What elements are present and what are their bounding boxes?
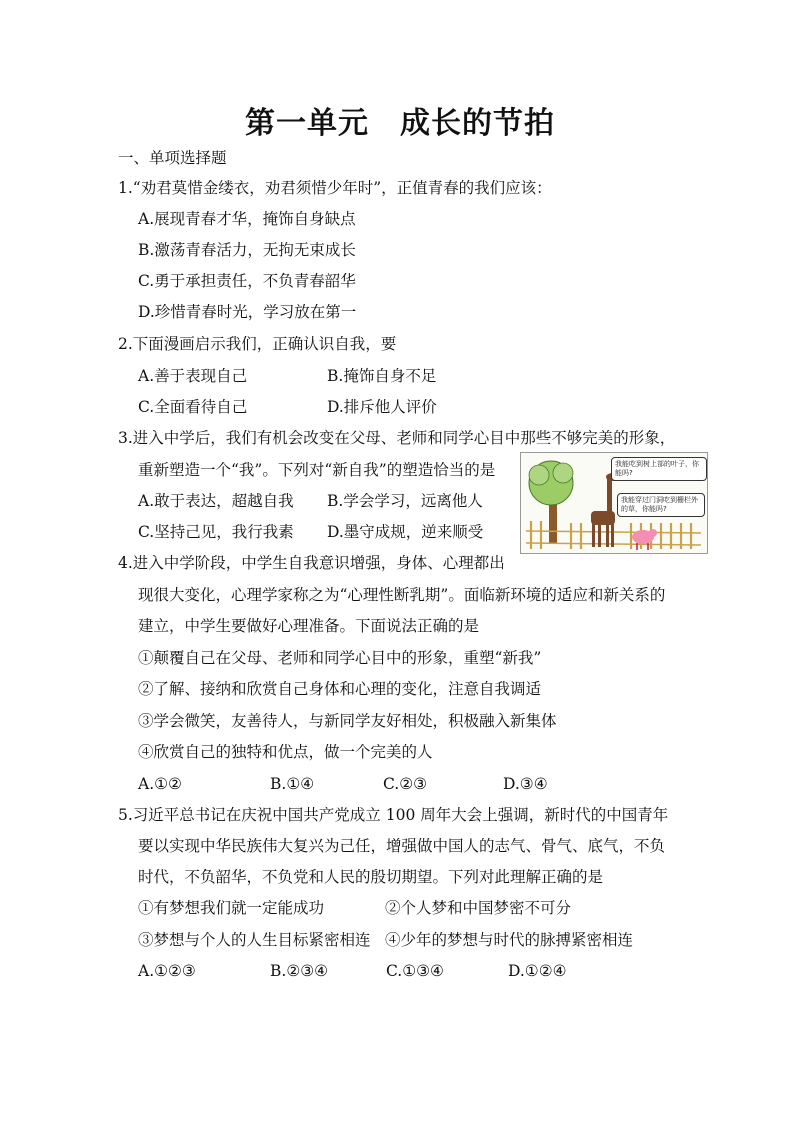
comic-bubble-sheep: 我能穿过门洞吃到栅栏外的草，你能吗? <box>617 493 705 517</box>
question-5-item-4: ④少年的梦想与时代的脉搏紧密相连 <box>385 931 634 949</box>
question-5-option-a: A.①②③ <box>138 962 196 980</box>
question-3-stem-line2: 重新塑造一个“我”。下列对“新自我”的塑造恰当的是 <box>138 461 496 479</box>
question-3-option-b: B.学会学习，远离他人 <box>327 492 483 510</box>
question-1-option-a: A.展现青春才华，掩饰自身缺点 <box>138 210 356 228</box>
question-5-option-d: D.①②④ <box>508 962 567 980</box>
question-5-item-2: ②个人梦和中国梦密不可分 <box>385 899 572 917</box>
question-4-item-1: ①颠覆自己在父母、老师和同学心目中的形象，重塑“新我” <box>138 649 542 667</box>
section-heading: 一、单项选择题 <box>118 149 227 167</box>
question-2-option-a: A.善于表现自己 <box>138 367 248 385</box>
question-5-option-b: B.②③④ <box>270 962 329 980</box>
question-4-option-d: D.③④ <box>503 775 548 793</box>
question-5-stem-line2: 要以实现中华民族伟大复兴为己任，增强做中国人的志气、骨气、底气，不负 <box>138 837 666 855</box>
question-2-option-c: C.全面看待自己 <box>138 398 248 416</box>
question-2-option-b: B.掩饰自身不足 <box>327 367 437 385</box>
question-5-item-1: ①有梦想我们就一定能成功 <box>138 899 325 917</box>
question-5-item-3: ③梦想与个人的人生目标紧密相连 <box>138 931 371 949</box>
question-2-stem: 2.下面漫画启示我们，正确认识自我，要 <box>118 335 397 353</box>
question-3-option-d: D.墨守成规，逆来顺受 <box>327 523 484 541</box>
page-title: 第一单元 成长的节拍 <box>245 106 555 141</box>
comic-illustration <box>520 452 708 554</box>
question-4-option-b: B.①④ <box>270 775 315 793</box>
question-1-option-c: C.勇于承担责任，不负青春韶华 <box>138 272 356 290</box>
question-4-item-4: ④欣赏自己的独特和优点，做一个完美的人 <box>138 743 433 761</box>
question-1-option-b: B.激荡青春活力，无拘无束成长 <box>138 241 356 259</box>
question-1-stem: 1.“劝君莫惜金缕衣，劝君须惜少年时”，正值青春的我们应该： <box>118 179 552 197</box>
question-5-stem-line3: 时代，不负韶华，不负党和人民的殷切期望。下列对此理解正确的是 <box>138 868 604 886</box>
question-4-stem-line3: 建立，中学生要做好心理准备。下面说法正确的是 <box>138 617 480 635</box>
question-4-item-2: ②了解、接纳和欣赏自己身体和心理的变化，注意自我调适 <box>138 680 542 698</box>
question-3-option-c: C.坚持己见，我行我素 <box>138 523 294 541</box>
comic-bubble-giraffe: 我能吃到树上部的叶子，你能吗? <box>611 457 707 481</box>
question-4-stem-line1: 4.进入中学阶段，中学生自我意识增强，身体、心理都出 <box>118 554 505 572</box>
question-1-option-d: D.珍惜青春时光，学习放在第一 <box>138 303 357 321</box>
question-3-stem-line1: 3.进入中学后，我们有机会改变在父母、老师和同学心目中那些不够完美的形象， <box>118 429 676 447</box>
question-4-item-3: ③学会微笑，友善待人，与新同学友好相处，积极融入新集体 <box>138 712 557 730</box>
question-5-stem-line1: 5.习近平总书记在庆祝中国共产党成立 100 周年大会上强调，新时代的中国青年 <box>118 806 669 824</box>
question-4-option-a: A.①② <box>138 775 182 793</box>
question-4-stem-line2: 现很大变化，心理学家称之为“心理性断乳期”。面临新环境的适应和新关系的 <box>138 586 666 604</box>
question-5-option-c: C.①③④ <box>386 962 444 980</box>
question-3-option-a: A.敢于表达，超越自我 <box>138 492 294 510</box>
question-4-option-c: C.②③ <box>383 775 428 793</box>
question-2-option-d: D.排斥他人评价 <box>327 398 437 416</box>
